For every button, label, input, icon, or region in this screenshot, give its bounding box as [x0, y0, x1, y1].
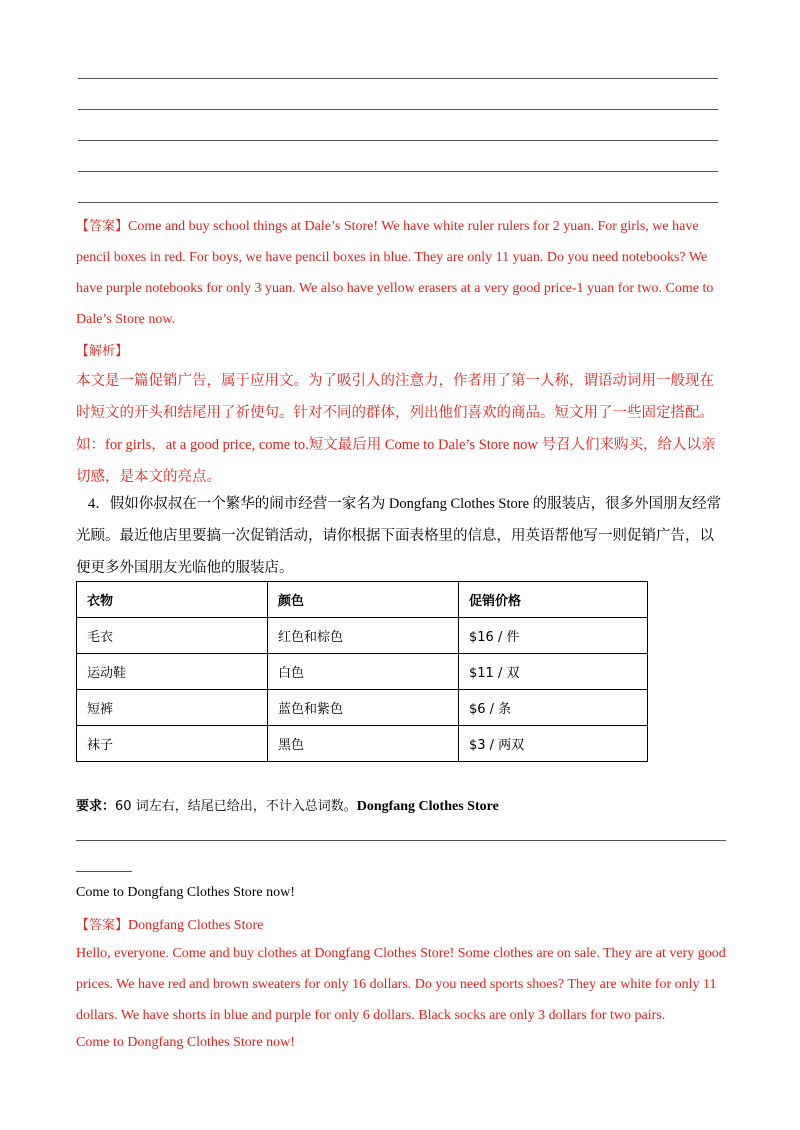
answer-1-text: Come and buy school things at Dale’s Store! We have white ruler rulers for 2 yuan. For girls, we have pencil boxes in red. For boys, we have pencil boxes in blue. They are only 11 yuan. Do you need notebooks? We have purple notebooks for only 3 yuan. We also have yellow erasers at a very good price-1 yuan for two. Come to Dale’s Store now. — [76, 219, 714, 327]
table-row — [77, 726, 648, 762]
table-cell: 黑色 — [268, 726, 459, 762]
table-row — [77, 654, 648, 690]
answer-line-long — [76, 840, 726, 841]
table-cell: $16 / 件 — [459, 618, 648, 654]
table-header-cell: 颜色 — [268, 582, 459, 618]
answer-1-paragraph — [76, 211, 726, 335]
table-cell: $3 / 两双 — [459, 726, 648, 762]
writing-line-4 — [78, 171, 718, 172]
requirement-store: Dongfang Clothes Store — [356, 799, 499, 814]
table-cell: $6 / 条 — [459, 690, 648, 726]
table-cell: 红色和棕色 — [268, 618, 459, 654]
table-cell: 运动鞋 — [77, 654, 268, 690]
analysis-text: 本文是一篇促销广告，属于应用文。为了吸引人的注意力，作者用了第一人称，谓语动词用一般现在时短文的开头和结尾用了祈使句。针对不同的群体，列出他们喜欢的商品。短文用了一些固定搭配。如：for girls，at a good price, come to.短文最后用 Come to Dale’s Store now 号召人们来购买，给人以亲切感，是本文的亮点。 — [76, 373, 716, 485]
table-cell: 短裤 — [77, 690, 268, 726]
table-row — [77, 618, 648, 654]
table-cell: 袜子 — [77, 726, 268, 762]
table-row — [77, 690, 648, 726]
table-cell: 白色 — [268, 654, 459, 690]
given-ending: Come to Dongfang Clothes Store now! — [76, 885, 295, 900]
table-cell: $11 / 双 — [459, 654, 648, 690]
requirement-line — [76, 795, 499, 815]
question-4-text: 4．假如你叔叔在一个繁华的闹市经营一家名为 Dongfang Clothes Store 的服装店，很多外国朋友经常光顾。最近他店里要搞一次促销活动，请你根据下面表格里的信息，用英语帮他写一则促销广告，以便更多外国朋友光临他的服装店。 — [76, 496, 722, 576]
table-header-cell: 衣物 — [77, 582, 268, 618]
writing-line-2 — [78, 109, 718, 110]
requirement-text: 60 词左右，结尾已给出，不计入总词数。 — [115, 799, 357, 814]
table-cell: 蓝色和紫色 — [268, 690, 459, 726]
promotion-table — [76, 581, 648, 762]
answer-2-title: Dongfang Clothes Store — [128, 918, 264, 933]
table-cell: 毛衣 — [77, 618, 268, 654]
analysis-tag: 【解析】 — [76, 344, 129, 359]
answer-2-title-line — [76, 914, 263, 934]
answer-2-tag: 【答案】 — [76, 918, 129, 933]
writing-line-5 — [78, 202, 718, 203]
answer-1-tag: 【答案】 — [76, 219, 129, 234]
writing-line-1 — [78, 78, 718, 79]
table-header-cell: 促销价格 — [459, 582, 648, 618]
analysis-tag-line — [76, 336, 726, 367]
requirement-label: 要求： — [76, 799, 116, 814]
answer-line-short — [76, 871, 132, 872]
answer-2-closing: Come to Dongfang Clothes Store now! — [76, 1035, 295, 1050]
answer-2-text: Hello, everyone. Come and buy clothes at Dongfang Clothes Store! Some clothes are on sale. They are at very good prices. We have red and brown sweaters for only 16 dollars. Do you need sports shoes? They are white for only 11 dollars. We have shorts in blue and purple for only 6 dollars. Black socks are only 3 dollars for two pairs. — [76, 946, 726, 1023]
writing-line-3 — [78, 140, 718, 141]
table-header-row — [77, 582, 648, 618]
